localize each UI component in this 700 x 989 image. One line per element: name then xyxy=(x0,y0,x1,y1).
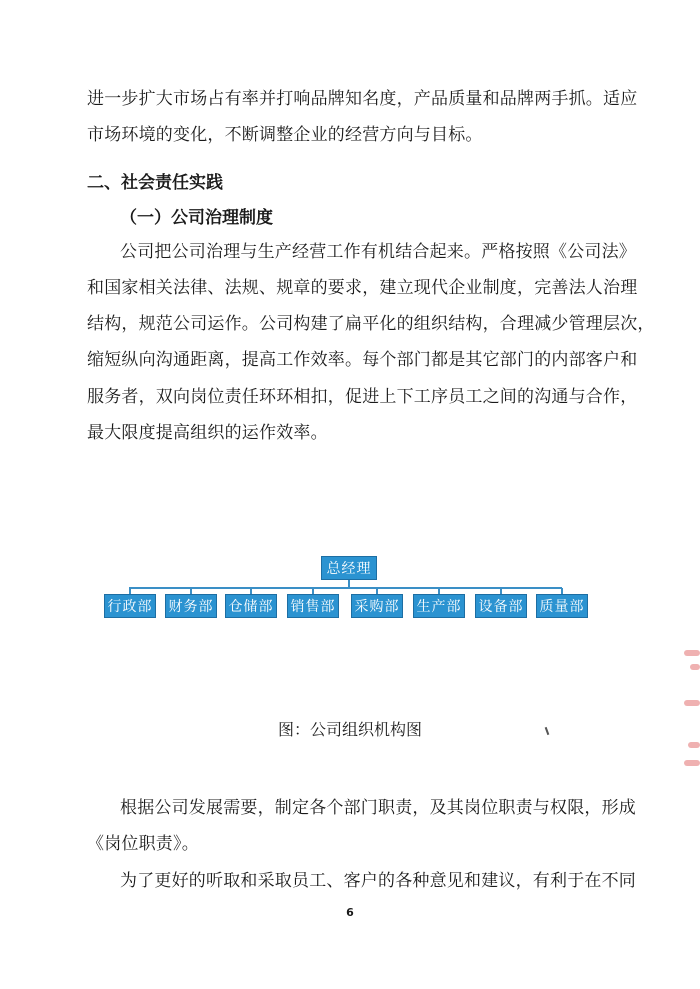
figure-caption: 图：公司组织机构图 xyxy=(277,720,422,739)
seal-stamp-mark xyxy=(684,700,700,706)
subsection-heading: （一）公司治理制度 xyxy=(120,208,273,228)
governance-paragraph-line-3: 结构，规范公司运作。公司构建了扁平化的组织结构，合理减少管理层次， xyxy=(87,314,655,334)
intro-paragraph-line-2: 市场环境的变化，不断调整企业的经营方向与目标。 xyxy=(87,125,483,145)
governance-paragraph-line-2: 和国家相关法律、法规、规章的要求，建立现代企业制度，完善法人治理 xyxy=(87,278,638,298)
duties-paragraph-line-1: 根据公司发展需要，制定各个部门职责，及其岗位职责与权限，形成 xyxy=(120,798,636,818)
governance-paragraph-line-6: 最大限度提高组织的运作效率。 xyxy=(87,423,328,443)
duties-paragraph-line-2: 《岗位职责》。 xyxy=(87,834,199,854)
org-chart-horizontal-connector xyxy=(129,587,562,589)
org-chart-dept-procurement: 采购部 xyxy=(351,594,403,618)
org-chart-root-box: 总经理 xyxy=(321,556,377,580)
org-chart-dept-admin: 行政部 xyxy=(104,594,156,618)
org-chart-dept-finance: 财务部 xyxy=(165,594,217,618)
seal-stamp-mark xyxy=(684,760,700,766)
org-chart-dept-production: 生产部 xyxy=(413,594,465,618)
org-chart-dept-equipment: 设备部 xyxy=(475,594,527,618)
seal-stamp-mark xyxy=(684,650,700,656)
seal-stamp-mark xyxy=(690,664,700,670)
governance-paragraph-line-4: 缩短纵向沟通距离，提高工作效率。每个部门都是其它部门的内部客户和 xyxy=(87,350,638,370)
org-chart-dept-quality: 质量部 xyxy=(536,594,588,618)
intro-paragraph-line-1: 进一步扩大市场占有率并打响品牌知名度，产品质量和品牌两手抓。适应 xyxy=(87,89,638,109)
governance-paragraph-line-1: 公司把公司治理与生产经营工作有机结合起来。严格按照《公司法》 xyxy=(120,242,636,262)
org-chart-dept-warehouse: 仓储部 xyxy=(225,594,277,618)
section-heading: 二、社会责任实践 xyxy=(87,173,223,193)
governance-paragraph-line-5: 服务者，双向岗位责任环环相扣，促进上下工序员工之间的沟通与合作， xyxy=(87,387,638,407)
feedback-paragraph-line-1: 为了更好的听取和采取员工、客户的各种意见和建议，有利于在不同 xyxy=(120,871,636,891)
org-chart-dept-sales: 销售部 xyxy=(287,594,339,618)
seal-stamp-mark xyxy=(688,742,700,748)
page-number: 6 xyxy=(346,906,354,919)
